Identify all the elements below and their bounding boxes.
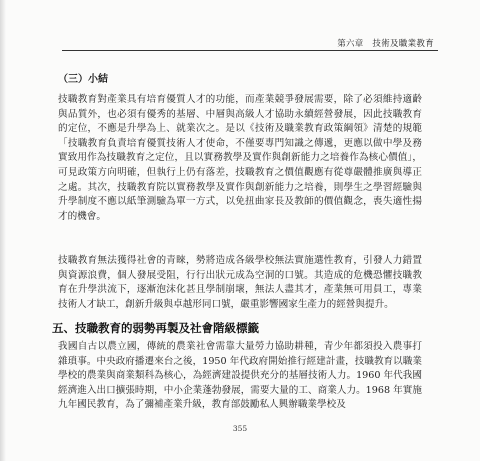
header-rule bbox=[62, 50, 438, 51]
paragraph-section-5: 我國自古以農立國，傳統的農業社會需靠大量勞力協助耕種，青少年都須投入農事打雜瑣事。中央政府播遷來台之後，1950 年代政府開始推行經建計畫，技職教育以職業學校的農業與商業類科為核心，為經濟建設提供充分的基層技術人力。1960 年代我國經濟進入出口擴張時期，中小企業蓬勃發展，需要大量的工、商業人力。1968 年實施九年國民教育，為了彌補產業升級，教育部鼓勵私人興辦職業學校及 bbox=[58, 341, 422, 411]
paragraph-summary-1: 技職教育對產業具有培育優質人才的功能，而產業競爭發展需要，除了必須維持適齡與品質外，也必須有優秀的基層、中層與高級人才協助永續經營發展，因此技職教育的定位，不應是升學為上、就業次之。是以《技術及職業教育政策綱領》清楚的規範「技職教育負責培育優質技術人才使命，不僅要專門知識之傳遞，更應以做中學及務實致用作為技職教育之定位，且以實務教學及實作與創新能力之培養作為核心價值」，可見政策方向明確，但執行上仍有落差，技職教育之價值觀應有從尊嚴體推廣與導正之處。其次，技職教育院以實務教學及實作與創新能力之培養，則學生之學習經驗與升學制度不應以紙筆測驗為單一方式，以免扭曲家長及教師的價值觀念，喪失適性揚才的機會。 bbox=[58, 94, 422, 222]
paragraph-summary-2: 技職教育無法獲得社會的青睞，勢將造成各級學校無法實施選性教育，引發人力錯置與資源浪費，個人發展受阻，行行出狀元成為空洞的口號。其造成的危機恐懼技職教育在升學洪流下，逐漸泡沫化甚且學制崩壞，無法人盡其才，產業無可用員工，專業技術人才缺工，創新升級與卓越形同口號，嚴重影響國家生產力的經營與提升。 bbox=[58, 255, 422, 310]
subsection-title: （三）小結 bbox=[58, 74, 108, 85]
page-number: 355 bbox=[232, 424, 248, 433]
running-header: 第六章 技術及職業教育 bbox=[337, 39, 434, 49]
section-title: 五、技職教育的弱勢再製及社會階級標籤 bbox=[52, 321, 259, 335]
